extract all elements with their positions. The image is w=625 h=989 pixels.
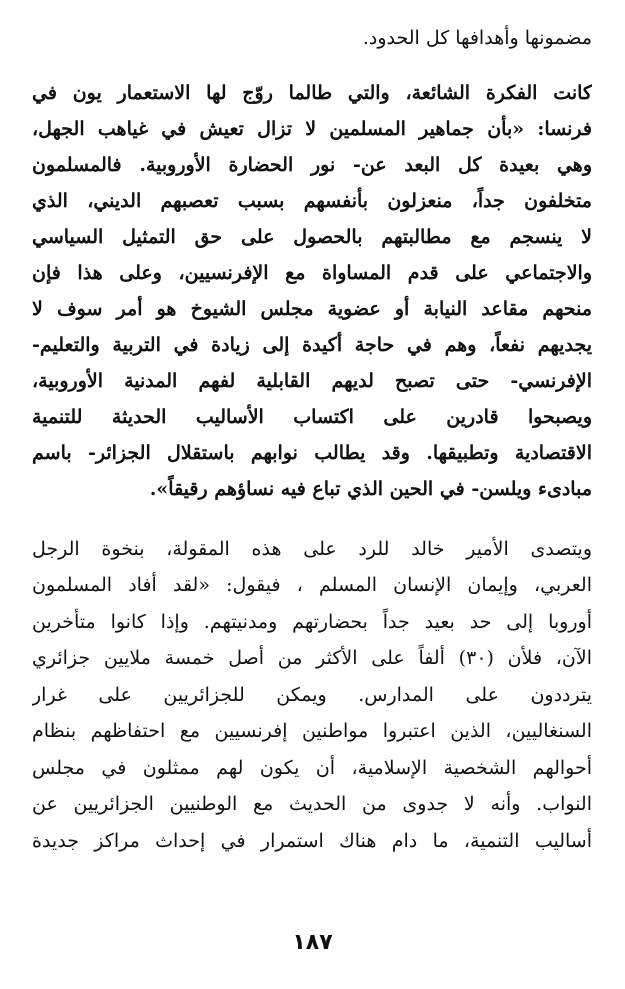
text-line: كانت الفكرة الشائعة، والتي طالما روّج لها الاستعمار يون في	[32, 81, 592, 104]
text-line: ويصبحوا قادرين على اكتساب الأساليب الحديثة للتنمية	[32, 405, 592, 428]
text-line: منحهم مقاعد النيابة أو عضوية مجلس الشيوخ هو أمر سوف لا	[32, 297, 592, 320]
text-line: الإفرنسي- حتى تصبح لديهم القابلية لفهم المدنية الأوروبية،	[32, 369, 592, 392]
text-line: وهي بعيدة كل البعد عن- نور الحضارة الأوروبية. فالمسلمون	[32, 153, 592, 176]
text-line: مبادىء ويلسن- في الحين الذي تباع فيه نساؤهم رقيقاً».	[149, 477, 592, 500]
paragraph-normal	[32, 531, 592, 860]
continuation-line: مضمونها وأهدافها كل الحدود.	[362, 27, 592, 49]
text-line: الاقتصادية وتطبيقها. وقد يطالب نوابهم باستقلال الجزائر- باسم	[32, 441, 592, 464]
text-line: أوروبا إلى حد بعيد جداً بحضارتهم ومدنيتهم. وإذا كانوا متأخرين	[32, 610, 592, 633]
text-line: السنغاليين، الذين اعتبروا مواطنين إفرنسيين مع احتفاظهم بنظام	[32, 720, 592, 742]
text-line: والاجتماعي على قدم المساواة مع الإفرنسيين، وعلى هذا فإن	[32, 261, 592, 284]
text-line: أحوالهم الشخصية الإسلامية، أن يكون لهم ممثلون في مجلس	[32, 756, 592, 779]
text-line: لا ينسجم مع مطالبتهم بالحصول على حق التمثيل السياسي	[32, 225, 592, 248]
text-line: متخلفون جداً، منعزلون بأنفسهم بسبب تعصبهم الديني، الذي	[32, 189, 592, 212]
text-line: يترددون على المدارس. ويمكن للجزائريين على غرار	[32, 683, 592, 706]
text-line: الآن، فلأن (٣٠) ألفاً على الأكثر من أصل خمسة ملايين جزائري	[32, 647, 592, 669]
text-line: العربي، وإيمان الإنسان المسلم ، فيقول: «لقد أفاد المسلمون	[32, 574, 592, 596]
paragraph-bold-quote	[32, 75, 592, 507]
text-line: ويتصدى الأمير خالد للرد على هذه المقولة، بنخوة الرجل	[32, 537, 592, 560]
text-line: النواب. وأنه لا جدوى من الحديث مع الوطنيين الجزائريين عن	[32, 793, 592, 815]
text-line: يجديهم نفعاً، وهم في حاجة أكيدة إلى زيادة في التربية والتعليم-	[32, 333, 592, 356]
text-line: فرنسا: «بأن جماهير المسلمين لا تزال تعيش في غياهب الجهل،	[32, 117, 592, 140]
page-number: ١٨٧	[292, 930, 333, 955]
book-page	[32, 20, 592, 859]
text-line: أساليب التنمية، ما دام هناك استمرار في إحداث مراكز جديدة	[32, 829, 592, 852]
